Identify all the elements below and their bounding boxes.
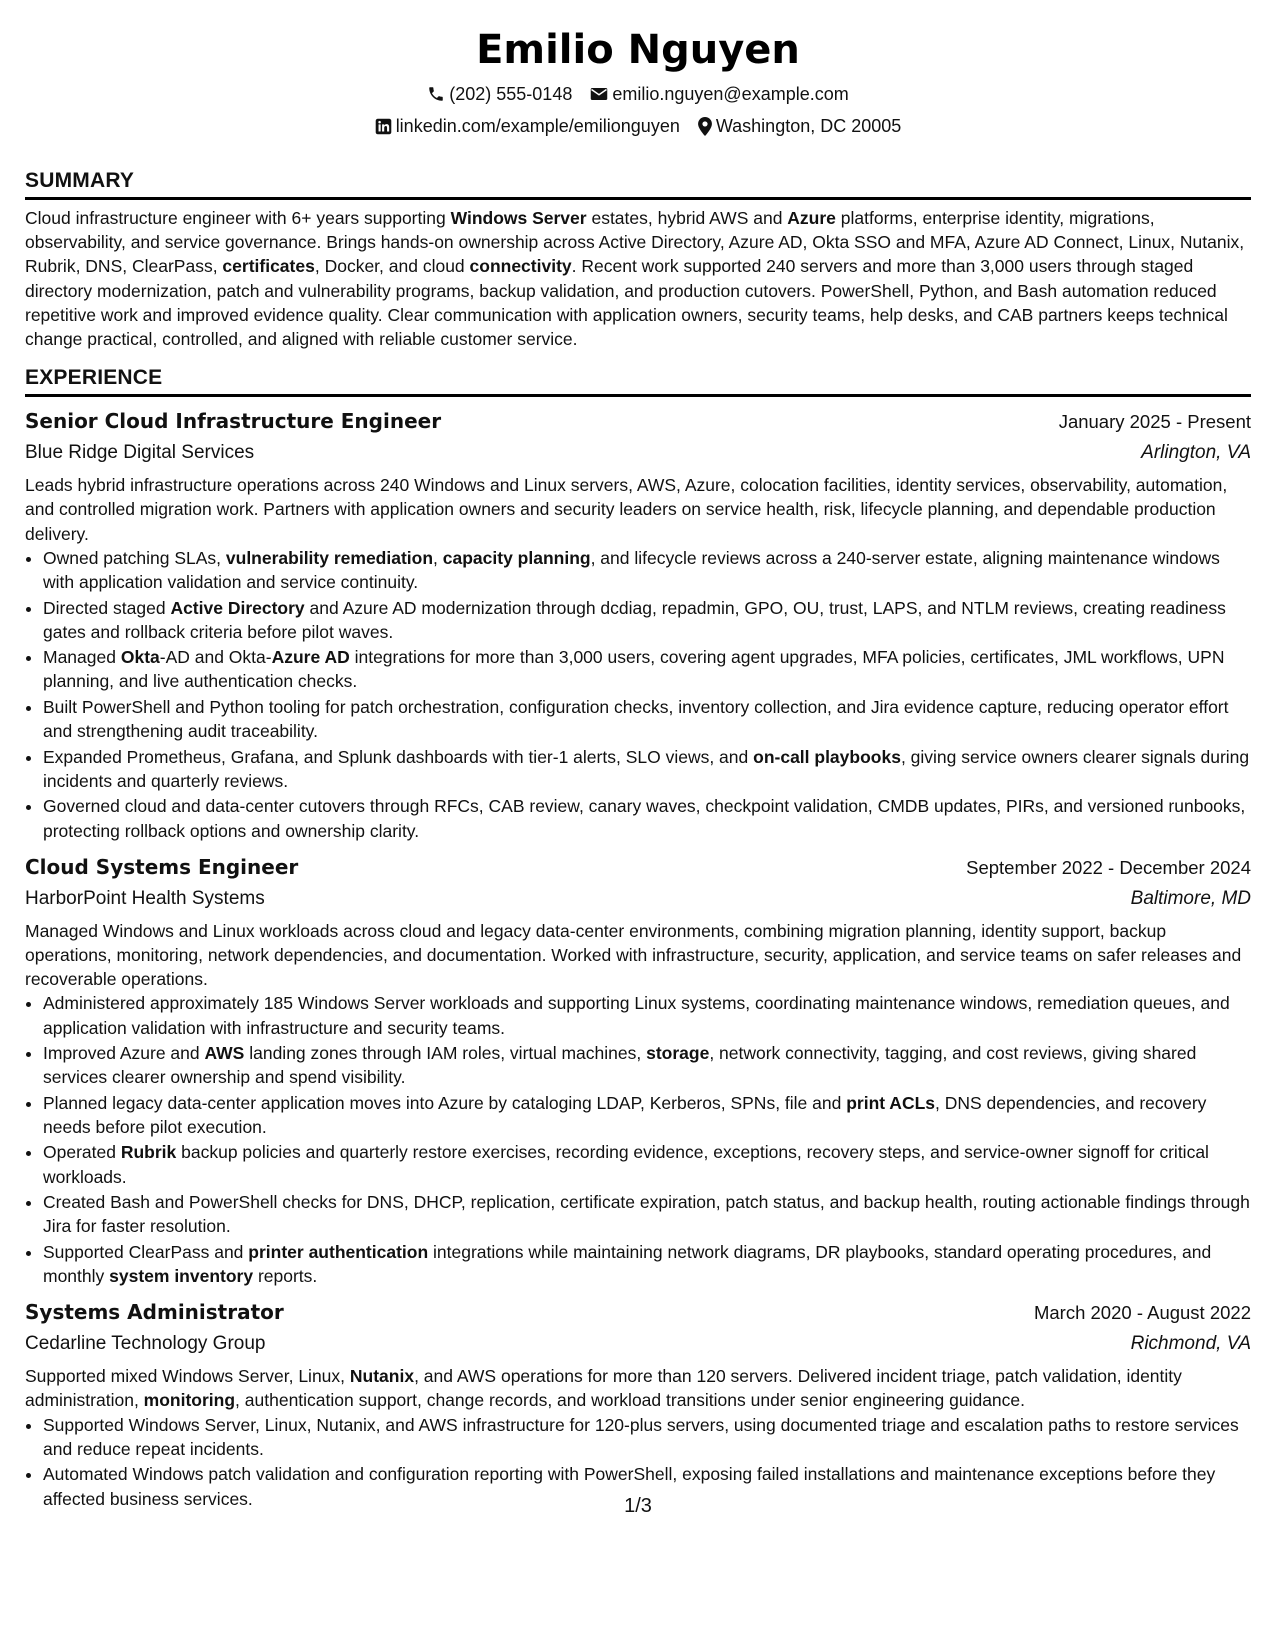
bold-keyword: Okta (120, 647, 160, 668)
text-run: Administered approximately 185 Windows Server workloads and supporting Linux systems, coordinating maintenance windows, remediation queues, and application validation with infrastructure and security teams. (43, 993, 1230, 1038)
job-company: HarborPoint Health Systems (25, 887, 265, 909)
job-dates: January 2025 - Present (1058, 411, 1251, 433)
contact-email[interactable] (590, 82, 848, 106)
experience-heading: EXPERIENCE (25, 365, 1251, 397)
job-company-row (25, 1327, 1251, 1358)
job-entry (25, 407, 1251, 843)
resume-header (25, 0, 1251, 138)
bold-keyword: Nutanix (349, 1366, 415, 1387)
bold-keyword: certificates (222, 256, 315, 277)
job-description (25, 1364, 1251, 1412)
summary-text (25, 206, 1251, 351)
bold-keyword: Azure AD (271, 647, 350, 668)
text-run: integrations for more than 3,000 users, covering agent upgrades, MFA policies, certificates, JML workflows, UPN planning, and live authentication checks. (43, 647, 1225, 692)
bold-keyword: system inventory (109, 1266, 254, 1287)
text-run: , giving service owners clearer signals during incidents and quarterly reviews. (43, 746, 1250, 791)
job-header-row (25, 1298, 1251, 1327)
text-run: , authentication support, change records, and workload transitions under senior engineering guidance. (235, 1390, 1025, 1411)
job-description: Leads hybrid infrastructure operations across 240 Windows and Linux servers, AWS, Azure, colocation facilities, identity services, observability, automation, and controlled migration work. Partners with application owners and security leaders on service health, risk, lifecycle planning, and dependable production delivery. (25, 475, 1228, 544)
bold-keyword: on-call playbooks (753, 746, 901, 767)
text-run: Built PowerShell and Python tooling for patch orchestration, configuration checks, inventory collection, and Jira evidence capture, reducing operator effort and strengthening audit traceability. (43, 696, 1229, 742)
job-entry (25, 853, 1251, 1289)
job-bullet (43, 991, 1251, 1039)
job-title: Systems Administrator (25, 1300, 284, 1325)
text-run: Automated Windows patch validation and configuration reporting with PowerShell, exposing failed installations and maintenance exceptions before they affected business services. (43, 1464, 1216, 1509)
text-run: . Recent work supported 240 servers and more than 3,000 users through staged directory modernization, patch and vulnerability programs, backup validation, and production cutovers. PowerShell, Python, and Bash automation reduced repetitive work and improved evidence quality. Clear communication with application owners, security teams, help desks, and CAB partners keeps technical change practical, controlled, and aligned with reliable customer service. (25, 256, 1228, 350)
job-company-row (25, 882, 1251, 913)
job-bullets (25, 991, 1251, 1288)
text-run: backup policies and quarterly restore exercises, recording evidence, exceptions, recovery steps, and service-owner signoff for critical workloads. (43, 1142, 1209, 1187)
job-bullet (43, 546, 1251, 594)
job-location: Richmond, VA (1130, 1333, 1251, 1355)
bold-keyword: vulnerability remediation (225, 547, 434, 568)
job-bullet (43, 1041, 1251, 1089)
bold-keyword: connectivity (469, 256, 572, 277)
job-bullet (43, 596, 1251, 644)
text-run: -AD and Okta- (159, 647, 272, 668)
job-bullet (43, 695, 1251, 743)
contact-location (698, 114, 901, 138)
text-run: Supported ClearPass and (43, 1241, 249, 1262)
job-dates: September 2022 - December 2024 (966, 856, 1251, 878)
experience-section (25, 365, 1251, 1511)
text-run: , DNS dependencies, and recovery needs before pilot execution. (43, 1092, 1207, 1137)
text-run: landing zones through IAM roles, virtual machines, (244, 1043, 647, 1064)
text-run: , (433, 547, 443, 568)
job-bullet (43, 1240, 1251, 1288)
job-company-row (25, 436, 1251, 467)
text-run: , and lifecycle reviews across a 240-server estate, aligning maintenance windows with application validation and service continuity. (43, 547, 1220, 593)
job-title: Cloud Systems Engineer (25, 854, 299, 879)
job-description: Managed Windows and Linux workloads across cloud and legacy data-center environments, combining migration planning, identity support, backup operations, monitoring, network dependencies, and documentation. Worked with infrastructure, security, application, and service teams on safer releases and recoverable operations. (25, 920, 1242, 990)
job-bullet (43, 1140, 1251, 1188)
job-bullet (43, 1091, 1251, 1139)
envelope-icon (590, 86, 608, 102)
text-run: integrations while maintaining network diagrams, DR playbooks, standard operating procedures, and monthly (43, 1241, 1212, 1287)
linkedin-icon (375, 118, 392, 135)
job-bullet (43, 794, 1251, 842)
text-run: estates, hybrid AWS and (586, 208, 788, 228)
location-text: Washington, DC 20005 (715, 116, 902, 136)
text-run: Cloud infrastructure engineer with 6+ years supporting (25, 208, 451, 228)
bold-keyword: Active Directory (170, 597, 305, 618)
job-dates: March 2020 - August 2022 (1033, 1302, 1251, 1324)
job-bullet (43, 645, 1251, 693)
job-bullets (25, 546, 1251, 843)
text-run: Owned patching SLAs, (43, 547, 226, 568)
job-location: Baltimore, MD (1130, 887, 1251, 909)
summary-heading: SUMMARY (25, 168, 1251, 200)
page-number: 1/3 (624, 1495, 652, 1517)
bold-keyword: printer authentication (248, 1241, 429, 1262)
text-run: Operated (43, 1142, 121, 1163)
contact-line-secondary (25, 114, 1251, 138)
bold-keyword: capacity planning (442, 547, 591, 568)
bold-keyword: Rubrik (120, 1142, 177, 1163)
job-bullet (43, 1413, 1251, 1461)
job-location: Arlington, VA (1141, 442, 1251, 464)
contact-phone (427, 82, 572, 106)
job-bullet (43, 745, 1251, 793)
text-run: Managed (43, 647, 121, 668)
contact-line-primary (25, 82, 1251, 106)
text-run: reports. (253, 1266, 318, 1287)
text-run: Supported Windows Server, Linux, Nutanix, and AWS infrastructure for 120-plus servers, using documented triage and escalation paths to restore services and reduce repeat incidents. (43, 1414, 1239, 1459)
phone-text: (202) 555-0148 (449, 84, 573, 104)
candidate-name: Emilio Nguyen (476, 27, 800, 73)
resume-page (25, 0, 1251, 1517)
map-pin-icon (698, 117, 712, 136)
job-header-row (25, 853, 1251, 882)
text-run: platforms, enterprise identity, migrations, observability, and service governance. Brings hands-on ownership across Active Directory, Azure AD, Okta SSO and MFA, Azure AD Connect, Linux, Nutanix, Rubrik, DNS, ClearPass, (25, 208, 1245, 277)
linkedin-text[interactable]: linkedin.com/example/emilionguyen (395, 116, 680, 136)
text-run: Supported mixed Windows Server, Linux, (25, 1366, 350, 1387)
job-header-row (25, 407, 1251, 436)
bold-keyword: Azure (787, 208, 836, 228)
job-company: Blue Ridge Digital Services (25, 442, 255, 464)
text-run: and Azure AD modernization through dcdiag, repadmin, GPO, OU, trust, LAPS, and NTLM reviews, creating readiness gates and rollback criteria before pilot waves. (43, 597, 1226, 642)
text-run: Directed staged (43, 597, 171, 618)
text-run: Expanded Prometheus, Grafana, and Splunk dashboards with tier-1 alerts, SLO views, and (43, 746, 754, 767)
bold-keyword: storage (646, 1043, 710, 1064)
bold-keyword: monitoring (143, 1390, 236, 1411)
text-run: Created Bash and PowerShell checks for DNS, DHCP, replication, certificate expiration, patch status, and backup health, routing actionable findings through Jira for faster resolution. (43, 1192, 1250, 1237)
text-run: , and AWS operations for more than 120 servers. Delivered incident triage, patch validation, identity administration, (25, 1366, 1182, 1411)
bold-keyword: print ACLs (846, 1092, 936, 1113)
bold-keyword: AWS (204, 1043, 245, 1064)
job-company: Cedarline Technology Group (25, 1333, 266, 1355)
phone-icon (427, 85, 445, 103)
text-run: Planned legacy data-center application moves into Azure by cataloging LDAP, Kerberos, SPNs, file and (43, 1092, 847, 1113)
text-run: Improved Azure and (43, 1043, 205, 1064)
text-run: , network connectivity, tagging, and cost reviews, giving shared services clearer ownership and spend visibility. (43, 1043, 1197, 1088)
text-run: Governed cloud and data-center cutovers through RFCs, CAB review, canary waves, checkpoint validation, CMDB updates, PIRs, and versioned runbooks, protecting rollback options and ownership clarity. (43, 796, 1246, 841)
bold-keyword: Windows Server (450, 208, 587, 228)
email-text[interactable]: emilio.nguyen@example.com (612, 84, 849, 104)
contact-linkedin[interactable] (375, 114, 680, 138)
summary-section (25, 168, 1251, 351)
job-title: Senior Cloud Infrastructure Engineer (25, 409, 442, 434)
job-entry (25, 1298, 1251, 1511)
text-run: , Docker, and cloud (314, 256, 470, 277)
job-bullet (43, 1190, 1251, 1238)
